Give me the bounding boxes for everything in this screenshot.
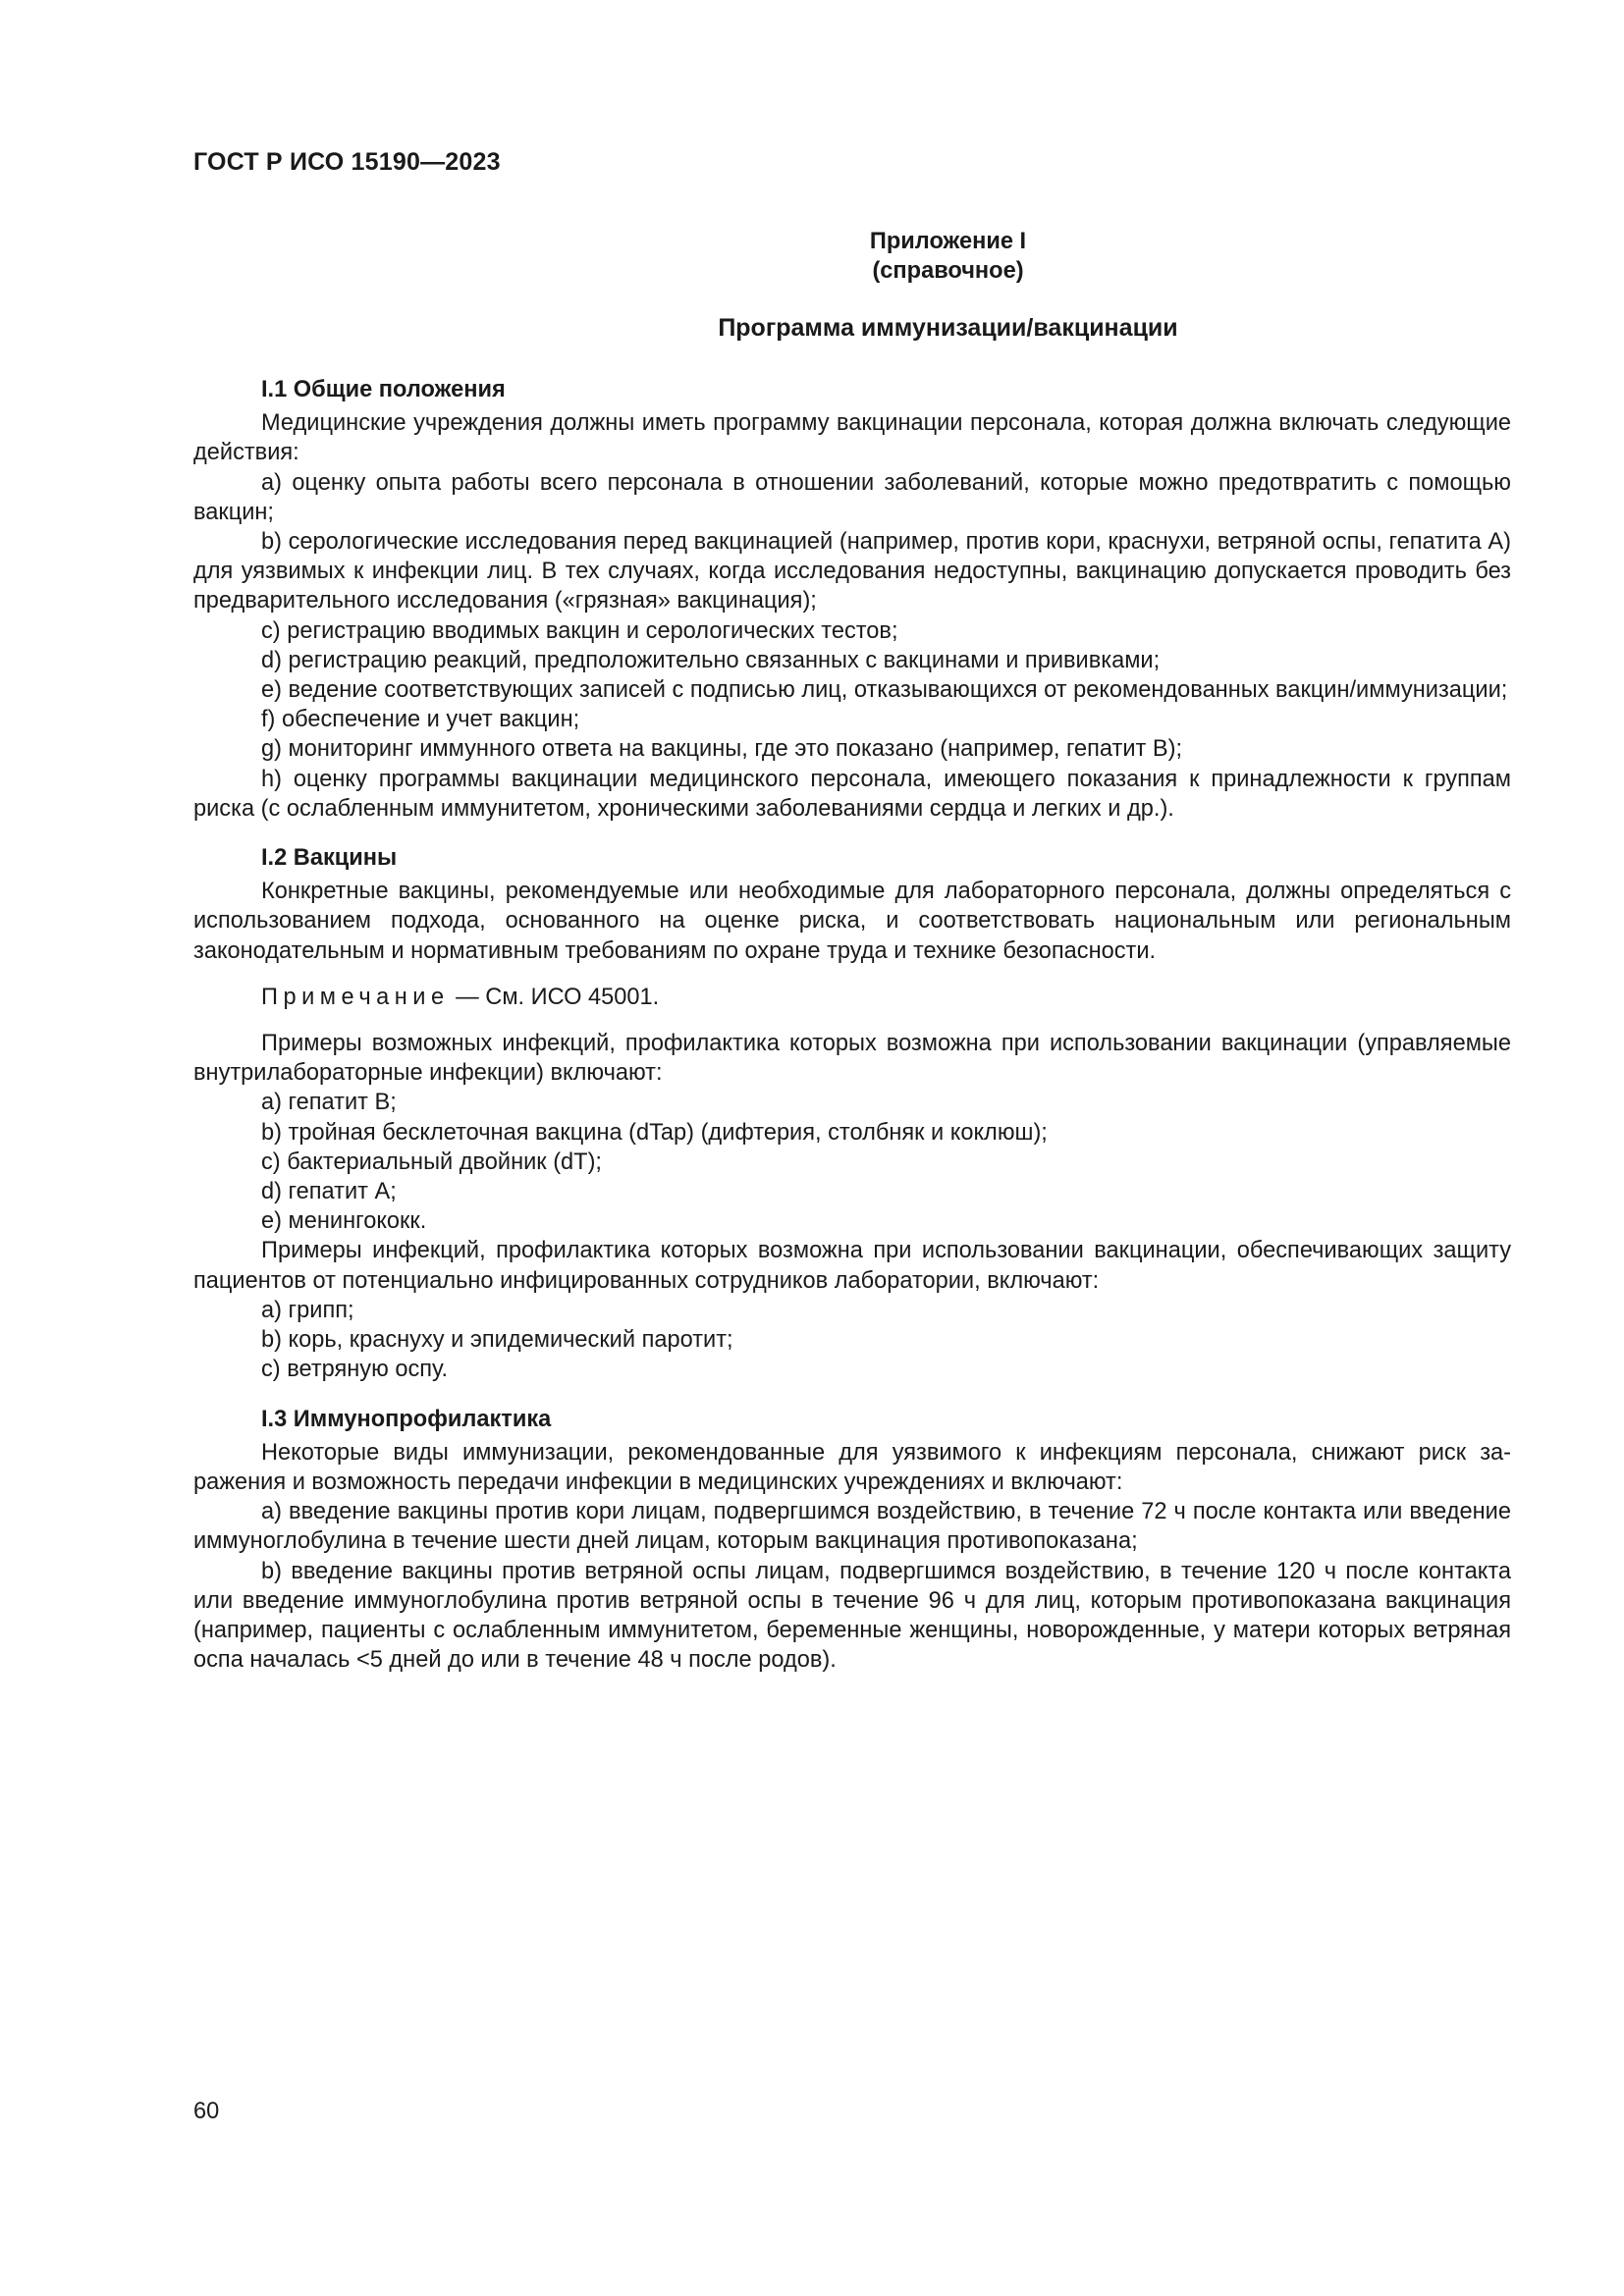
list-item [193, 1557, 1511, 1676]
note [193, 983, 1511, 1012]
list-item [193, 1497, 1511, 1556]
list-marker: b) [261, 1558, 282, 1584]
section-title-vaccines: I.2 Вакцины [261, 845, 398, 872]
section-vaccines-intro: Конкретные вакцины, рекомендуемые или необходимые для лабораторного персонала, должны определяться с использованием подхода, основанного на оценке риска, и соответствовать национальным или региональным законодательным и нормативным требованиям по охране труда и технике безопасности. [193, 879, 1511, 964]
list-marker: e) [261, 1208, 282, 1235]
list-item-text: введение вакцины против кори лицам, подвергшимся воздействию, в течение 72 ч после контакта или введение иммуноглобулина в течение шести дней лицам, которым вакцинация противопоказана; [193, 1499, 1511, 1555]
list-item [193, 1296, 1511, 1325]
list-marker: e) [261, 677, 282, 704]
examples-controllable-intro: Примеры возможных инфекций, профилактика которых возможна при использовании вакцинации (управляемые внутрилабораторные инфекции) включают: [193, 1031, 1511, 1087]
list-item [193, 1148, 1511, 1177]
annex-label: Приложение I [869, 229, 1027, 254]
page-content [193, 227, 1511, 1675]
section-title-immunoprophylaxis: I.3 Иммунопрофилактика [261, 1406, 552, 1432]
annex-type: (справочное) [872, 258, 1024, 284]
list-item [193, 646, 1511, 675]
list-marker: c) [261, 617, 281, 644]
list-item-text: грипп; [288, 1297, 354, 1323]
list-item [193, 1206, 1511, 1236]
list-marker: b) [261, 1327, 282, 1354]
list-item [193, 1118, 1511, 1148]
section-immunoprophylaxis-intro: Некоторые виды иммунизации, рекомендованные для уязвимого к инфекциям персонала, снижают риск заражения и возможность передачи инфекции в медицинских учреждениях и включают: [193, 1439, 1511, 1495]
examples-controllable-list [193, 1088, 1511, 1236]
list-item-text: корь, краснуху и эпидемический паротит; [288, 1327, 733, 1354]
list-item-text: регистрацию вводимых вакцин и серологических тестов; [287, 617, 898, 644]
list-marker: g) [261, 736, 282, 763]
note-text: — См. ИСО 45001. [456, 984, 660, 1010]
list-item-text: введение вакцины против ветряной оспы лицам, подвергшимся воздействию, в течение 120 ч после контакта или введение иммуноглобулина против ветряной оспы в течение 96 ч для лиц, которым противопоказана вакцинация (например, пациенты с ослабленным иммунитетом, беременные женщины, новорожденные, у матери которых ветряная оспа началась <5 дней до или в течение 48 ч после родов). [193, 1558, 1512, 1674]
list-marker: c) [261, 1357, 281, 1383]
list-item [193, 1325, 1511, 1355]
list-marker: b) [261, 529, 282, 556]
section-immunoprophylaxis-list [193, 1497, 1511, 1675]
list-marker: c) [261, 1148, 281, 1175]
list-marker: d) [261, 1179, 282, 1205]
list-item [193, 675, 1511, 705]
list-item [193, 1355, 1511, 1384]
list-item [193, 1088, 1511, 1117]
section-general-list [193, 468, 1511, 824]
examples-patient-protection-intro: Примеры инфекций, профилактика которых возможна при использовании вакцинации, обеспечивающих защиту пациентов от потенциально инфицированных сотрудников лаборатории, включают: [193, 1238, 1511, 1294]
section-title-general: I.1 Общие положения [261, 377, 506, 402]
annex-heading: Программа иммунизации/вакцинации [718, 314, 1178, 342]
list-item-text: бактериальный двойник (dT); [287, 1148, 602, 1175]
list-item-text: обеспечение и учет вакцин; [281, 707, 580, 733]
list-item [193, 616, 1511, 646]
list-item [193, 1177, 1511, 1206]
note-label: Примечание [261, 984, 450, 1010]
list-marker: h) [261, 766, 282, 792]
list-item [193, 705, 1511, 734]
list-marker: a) [261, 1499, 282, 1525]
list-item-text: мониторинг иммунного ответа на вакцины, где это показано (например, гепатит В); [288, 736, 1183, 763]
list-marker: a) [261, 1090, 282, 1116]
list-marker: a) [261, 469, 282, 496]
list-marker: d) [261, 647, 282, 673]
list-marker: b) [261, 1119, 282, 1146]
list-item-text: ветряную оспу. [287, 1357, 449, 1383]
list-item-text: менингококк. [288, 1208, 427, 1235]
list-item-text: ведение соответствующих записей с подписью лиц, отказывающихся от рекомендованных вакцин/иммунизации; [288, 677, 1508, 704]
list-item [193, 765, 1511, 824]
list-item [193, 468, 1511, 527]
list-item-text: гепатит В; [288, 1090, 397, 1116]
section-general-intro: Медицинские учреждения должны иметь программу вакцинации персонала, которая должна включать следующие действия: [193, 410, 1511, 466]
document-code: ГОСТ Р ИСО 15190—2023 [193, 148, 501, 176]
list-item-text: оценку опыта работы всего персонала в отношении заболеваний, которые можно предотвратить с помощью вакцин; [193, 469, 1512, 525]
list-marker: f) [261, 707, 276, 733]
list-marker: a) [261, 1297, 282, 1323]
list-item-text: оценку программы вакцинации медицинского персонала, имеющего показания к принадлежности к группам риска (с ослабленным иммунитетом, хроническими заболеваниями сердца и легких и др.). [193, 766, 1511, 822]
list-item-text: регистрацию реакций, предположительно связанных с вакцинами и прививками; [288, 647, 1161, 673]
examples-patient-protection-list [193, 1296, 1511, 1385]
list-item-text: серологические исследования перед вакцинацией (например, против кори, краснухи, ветряной оспы, гепатита А) для уязвимых к инфекции лиц. В тех случаях, когда исследования недоступны, вакцинацию допускается проводить без предварительного исследования («грязная» вакцинация); [193, 529, 1511, 614]
list-item [193, 527, 1511, 616]
list-item-text: тройная бесклеточная вакцина (dTap) (дифтерия, столбняк и коклюш); [288, 1119, 1048, 1146]
list-item-text: гепатит А; [288, 1179, 397, 1205]
page-number: 60 [193, 2099, 220, 2124]
list-item [193, 734, 1511, 764]
